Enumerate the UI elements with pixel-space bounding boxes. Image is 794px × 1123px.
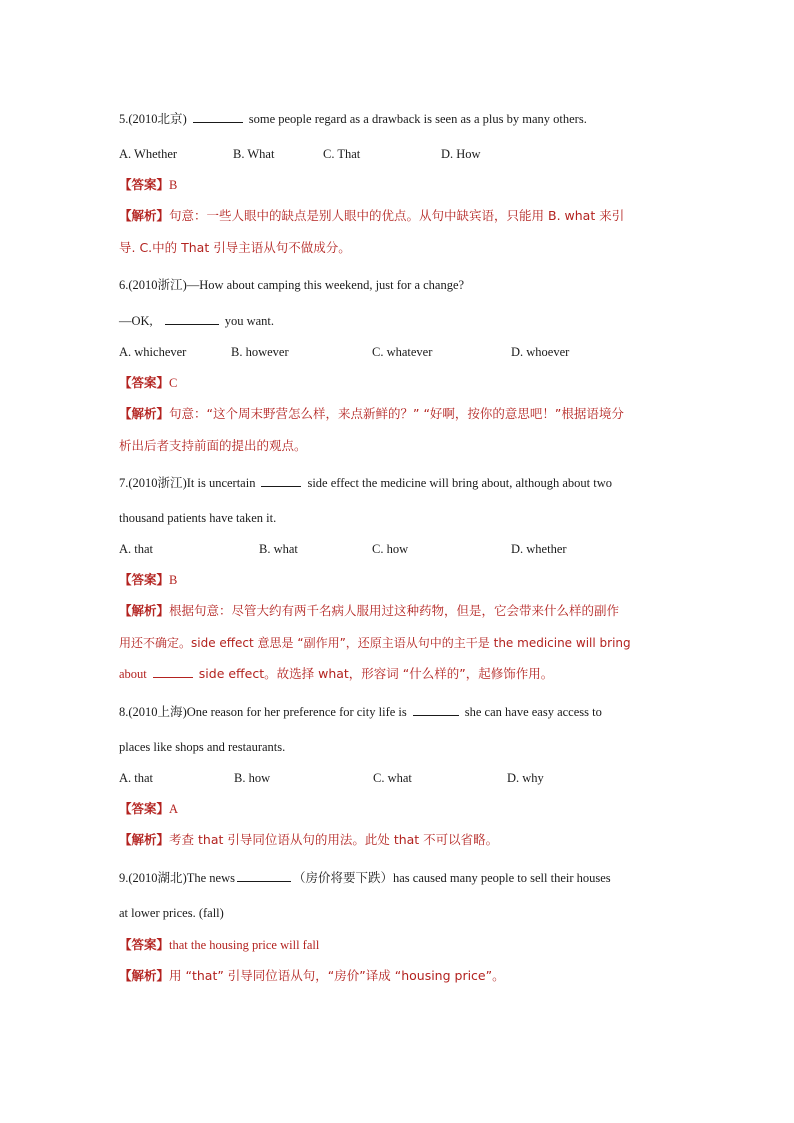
q6-analysis-line1: 【解析】句意：“这个周末野营怎么样，来点新鲜的？” “好啊，按你的意思吧！”根据语境分 <box>119 406 624 421</box>
analysis-label: 【解析】 <box>119 208 170 223</box>
q5-blank <box>193 111 243 123</box>
q5-option-a: A. Whether <box>119 147 178 161</box>
q7-option-b: B. what <box>259 542 298 556</box>
q6-option-c: C. whatever <box>372 345 433 359</box>
q5-number: 5.(2010 <box>119 112 158 126</box>
q8-number: 8.(2010 <box>119 705 158 719</box>
q5-option-d: D. How <box>441 147 481 161</box>
analysis-label: 【解析】 <box>119 968 170 983</box>
q8-stem: 8.(2010上海)One reason for her preference for city life is she can have easy access to <box>119 704 602 719</box>
answer-label: 【答案】 <box>119 375 170 390</box>
q8-stem-line2: places like shops and restaurants. <box>119 740 286 754</box>
q5-answer <box>119 177 177 193</box>
q8-analysis-line1: 【解析】考查 that 引导同位语从句的用法。此处 that 不可以省略。 <box>119 832 499 847</box>
q7-option-c: C. how <box>372 542 409 556</box>
q6-number: 6.(2010 <box>119 278 158 292</box>
q7-analysis-blank <box>153 666 193 678</box>
q7-stem: 7.(2010浙江)It is uncertain side effect the medicine will bring about, although about two <box>119 475 613 490</box>
q8-answer <box>119 801 178 817</box>
q7-analysis-line3: about side effect。故选择 what，形容词 “什么样的”，起修饰作用。 <box>119 666 554 681</box>
q6-option-d: D. whoever <box>511 345 570 359</box>
q9-stem: 9.(2010湖北)The news （房价将要下跌）has caused many people to sell their houses <box>119 870 611 885</box>
q6-option-a: A. whichever <box>119 345 187 359</box>
q5-stem-text: some people regard as a drawback is seen as a plus by many others. <box>248 112 587 126</box>
q6-stem <box>119 277 464 293</box>
q6-analysis-line2: 析出后者支持前面的提出的观点。 <box>119 438 307 453</box>
q8-option-b: B. how <box>234 771 271 785</box>
q8-option-a: A. that <box>119 771 154 785</box>
q7-region: 浙江 <box>157 475 183 490</box>
q6-answer <box>119 375 177 391</box>
q8-answer-value: A <box>169 802 179 816</box>
q5-analysis-line1: 【解析】句意：一些人眼中的缺点是别人眼中的优点。从句中缺宾语，只能用 B. what 来引 <box>119 208 625 223</box>
q6-answer-value: C <box>169 376 178 390</box>
q5-analysis-line2: 导. C.中的 That 引导主语从句不做成分。 <box>119 240 351 255</box>
q9-blank <box>237 870 291 882</box>
q7-option-d: D. whether <box>511 542 567 556</box>
q7-analysis-line2: 用还不确定。side effect 意思是 “副作用”，还原主语从句中的主干是 the medicine will bring <box>119 636 631 650</box>
answer-label: 【答案】 <box>119 801 170 816</box>
q6-stem-text: )—How about camping this weekend, just for a change? <box>182 278 465 292</box>
q8-region: 上海 <box>157 704 183 719</box>
q7-answer <box>119 572 177 588</box>
q8-option-c: C. what <box>373 771 412 785</box>
q5-answer-value: B <box>169 178 178 192</box>
q9-hint: （房价将要下跌） <box>292 870 393 885</box>
q9-answer-value: that the housing price will fall <box>169 938 320 952</box>
q6-option-b: B. however <box>231 345 289 359</box>
q9-stem-line2: at lower prices. (fall) <box>119 906 224 920</box>
answer-label: 【答案】 <box>119 177 170 192</box>
q5-region: 北京 <box>157 111 183 126</box>
q9-answer <box>119 937 319 953</box>
q9-analysis-line1: 【解析】用 “that” 引导同位语从句，“房价”译成 “housing price”。 <box>119 968 505 983</box>
q6-region: 浙江 <box>157 277 183 292</box>
answer-label: 【答案】 <box>119 937 170 952</box>
answer-label: 【答案】 <box>119 572 170 587</box>
q8-blank <box>413 704 459 716</box>
analysis-label: 【解析】 <box>119 832 170 847</box>
q7-option-a: A. that <box>119 542 154 556</box>
q6-reply: —OK, you want. <box>119 314 274 328</box>
q7-stem-line2: thousand patients have taken it. <box>119 511 277 525</box>
q7-number: 7.(2010 <box>119 476 158 490</box>
q9-region: 湖北 <box>157 870 183 885</box>
q6-blank <box>165 313 219 325</box>
q7-answer-value: B <box>169 573 178 587</box>
q9-number: 9.(2010 <box>119 871 158 885</box>
q5-stem: 5.(2010北京) some people regard as a drawback is seen as a plus by many others. <box>119 111 587 126</box>
q7-analysis-line1: 【解析】根据句意：尽管大约有两千名病人服用过这种药物，但是，它会带来什么样的副作 <box>119 603 620 618</box>
q5-option-b: B. What <box>233 147 275 161</box>
analysis-label: 【解析】 <box>119 406 170 421</box>
q8-option-d: D. why <box>507 771 544 785</box>
q5-option-c: C. That <box>323 147 361 161</box>
analysis-label: 【解析】 <box>119 603 170 618</box>
q7-blank <box>261 475 301 487</box>
